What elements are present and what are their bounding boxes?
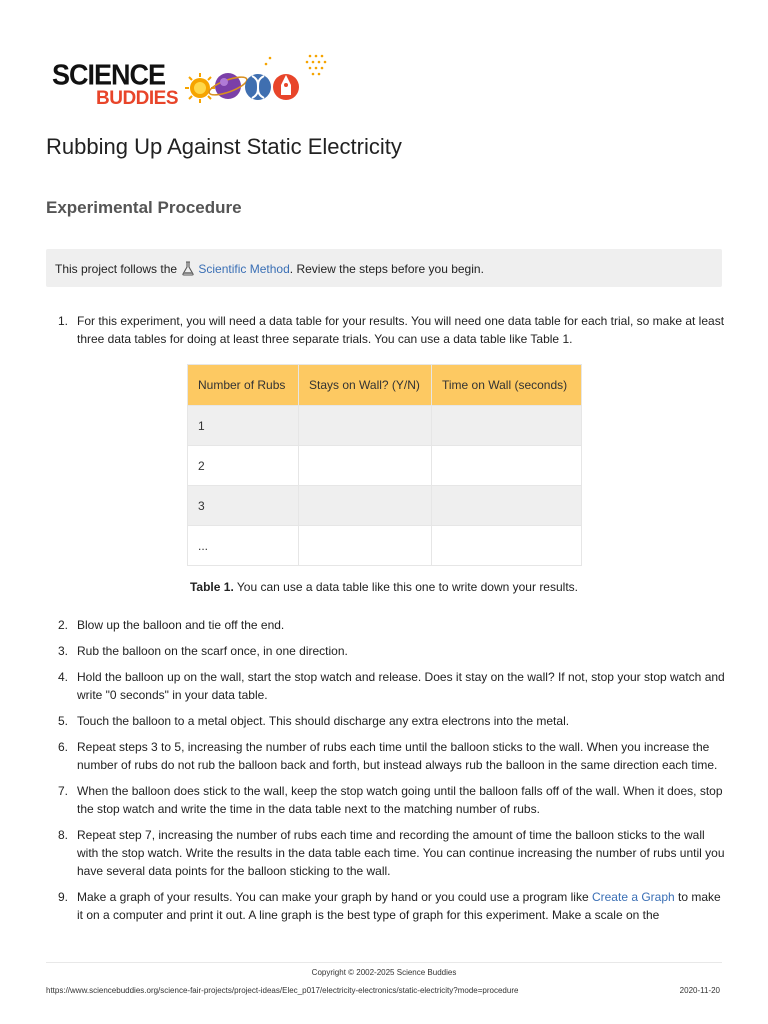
table-cell: [299, 486, 432, 526]
scientific-method-link[interactable]: Scientific Method: [198, 262, 290, 276]
table-row: [188, 406, 582, 446]
step-text-after-link: to make it on a computer and print it out. A line graph is the best type of graph for this experiment. Make a scale on the: [77, 890, 721, 922]
table-row: [188, 486, 582, 526]
header-stays-on-wall: Stays on Wall? (Y/N): [299, 365, 432, 406]
table-cell: [299, 526, 432, 566]
step-number: 1.: [57, 314, 68, 328]
procedure-steps-continued: [46, 616, 726, 924]
science-buddies-logo[interactable]: [52, 52, 322, 112]
table-row: [188, 446, 582, 486]
step-9: [46, 888, 726, 924]
step-6: [46, 738, 726, 774]
procedure-steps: [46, 312, 726, 348]
step-text-before-link: Make a graph of your results. You can make your graph by hand or you could use a program like: [77, 890, 592, 904]
step-text: Repeat step 7, increasing the number of rubs each time and recording the amount of time the balloon sticks to the wall with the stop watch. Write the results in the data table each time. You can continue increasing the number of rubs until you have several data points for the balloon sticking to the wall.: [77, 828, 725, 878]
step-4: [46, 668, 726, 704]
footer-divider: [46, 962, 722, 963]
step-8: [46, 826, 726, 880]
header-number-of-rubs: Number of Rubs: [188, 365, 299, 406]
table-cell: 2: [188, 446, 299, 486]
page-url: https://www.sciencebuddies.org/science-fair-projects/project-ideas/Elec_p017/electricity-electronics/static-electricity?mode=procedure: [46, 986, 519, 995]
table-cell: 1: [188, 406, 299, 446]
step-2: [46, 616, 726, 634]
dna-icon: [245, 74, 271, 100]
step-number: 2.: [57, 618, 68, 632]
step-1: [46, 312, 726, 348]
table-cell: [299, 446, 432, 486]
logo-word-science: SCIENCE: [52, 59, 166, 91]
step-number: 5.: [57, 714, 68, 728]
decorative-dots-icon: [265, 55, 327, 76]
atom-icon: [207, 73, 249, 99]
table-cell: [432, 406, 582, 446]
step-text: Touch the balloon to a metal object. This should discharge any extra electrons into the metal.: [77, 714, 570, 728]
step-number: 9.: [57, 890, 68, 904]
table-row: [188, 526, 582, 566]
table-cell: [432, 486, 582, 526]
rocket-icon: [273, 74, 299, 100]
copyright-notice: Copyright © 2002-2025 Science Buddies: [311, 968, 457, 977]
print-date: 2020-11-20: [679, 986, 720, 995]
step-number: 8.: [57, 828, 68, 842]
table-cell: 3: [188, 486, 299, 526]
logo-icons: [170, 52, 330, 112]
step-7: [46, 782, 726, 818]
header-time-on-wall: Time on Wall (seconds): [432, 365, 582, 406]
scientific-method-callout: [46, 249, 722, 287]
step-text: When the balloon does stick to the wall, keep the stop watch going until the balloon falls off of the wall. When it does, stop the stop watch and write the time in the data table next to the matching number of rubs.: [77, 784, 723, 816]
callout-suffix: . Review the steps before you begin.: [289, 262, 484, 276]
step-text: Blow up the balloon and tie off the end.: [77, 618, 285, 632]
caption-label: Table 1.: [189, 580, 234, 594]
step-text: Hold the balloon up on the wall, start the stop watch and release. Does it stay on the wall? If not, stop your stop watch and write "0 seconds" in your data table.: [77, 670, 725, 702]
logo-word-buddies: BUDDIES: [96, 88, 179, 109]
table-caption: [0, 580, 768, 594]
table-cell: [432, 526, 582, 566]
step-number: 6.: [57, 740, 68, 754]
table-cell: ...: [188, 526, 299, 566]
caption-text: You can use a data table like this one to write down your results.: [233, 580, 578, 594]
data-table: [187, 364, 582, 566]
flask-icon: [182, 261, 194, 279]
step-3: [46, 642, 726, 660]
create-a-graph-link[interactable]: Create a Graph: [591, 890, 675, 904]
step-text: Rub the balloon on the scarf once, in one direction.: [77, 644, 348, 658]
step-5: [46, 712, 726, 730]
step-text: Repeat steps 3 to 5, increasing the number of rubs each time until the balloon sticks to the wall. When you increase the number of rubs do not rub the balloon back and forth, but instead always rub the balloon in the same direction each time.: [77, 740, 718, 772]
callout-prefix: This project follows the: [55, 262, 181, 276]
sun-icon: [185, 73, 215, 103]
step-number: 4.: [57, 670, 68, 684]
step-number: 7.: [57, 784, 68, 798]
step-number: 3.: [57, 644, 68, 658]
page-title: Rubbing Up Against Static Electricity: [46, 134, 402, 159]
table-cell: [432, 446, 582, 486]
section-title: Experimental Procedure: [46, 198, 242, 217]
table-header-row: [188, 365, 582, 406]
table-cell: [299, 406, 432, 446]
step-text: For this experiment, you will need a data table for your results. You will need one data table for each trial, so make at least three data tables for doing at least three separate trials. You can use a data table like Table 1.: [77, 314, 725, 346]
